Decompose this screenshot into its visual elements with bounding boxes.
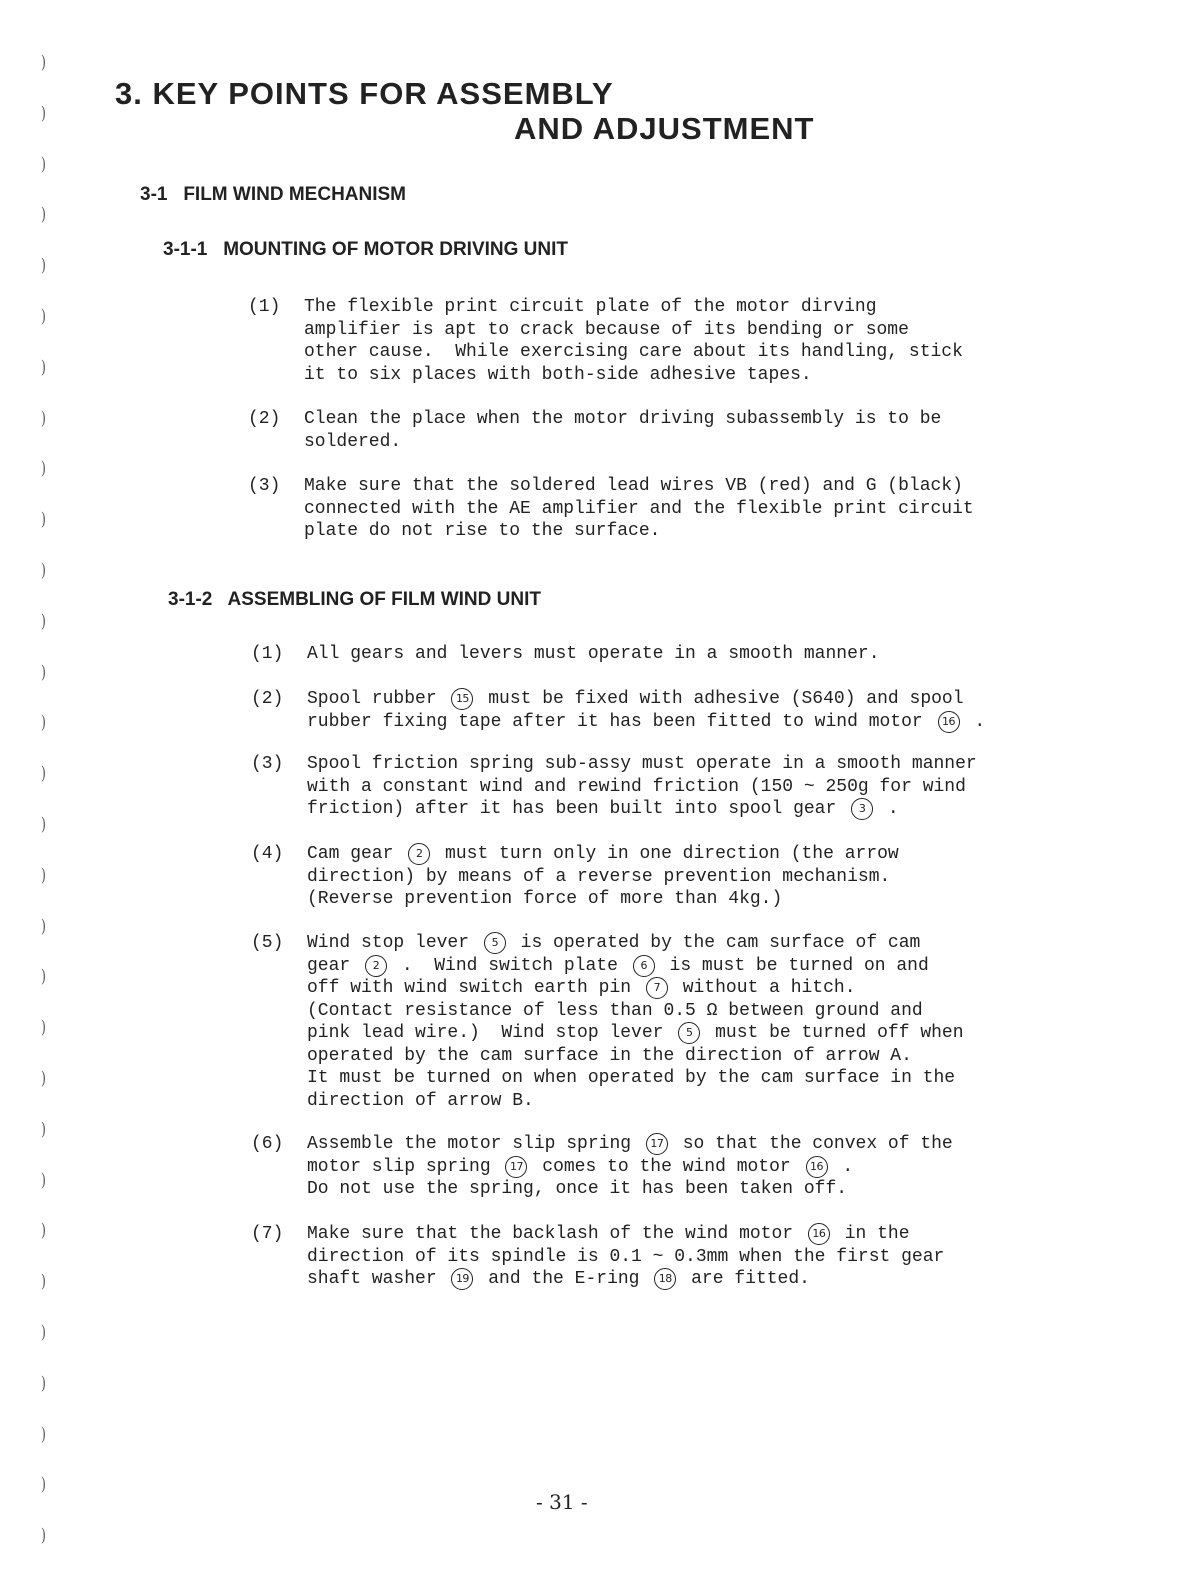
section-title: FILM WIND MECHANISM — [183, 184, 407, 205]
binding-mark: ) — [41, 356, 46, 378]
part-number-marker: 17 — [505, 1156, 527, 1178]
subsection-heading-3-1-1 — [163, 239, 568, 261]
list-text: Cam gear 2 must turn only in one direction (the arrow direction) by means of a reverse prevention mechanism. (Reverse prevention force of more than 4kg.) — [307, 844, 899, 909]
section-heading — [140, 184, 406, 206]
part-number-marker: 18 — [654, 1268, 676, 1290]
list-index: (1) — [248, 297, 281, 317]
list-index: (1) — [251, 644, 284, 664]
part-number-marker: 5 — [678, 1022, 700, 1044]
list-text: The flexible print circuit plate of the motor dirving amplifier is apt to crack because of its bending or some other cause. While exercising care about its handling, stick it to six places with both-side adhesive tapes. — [304, 297, 963, 385]
list-index: (3) — [248, 476, 281, 496]
binding-mark: ) — [41, 1474, 46, 1496]
binding-mark: ) — [41, 509, 46, 531]
list-item-2 — [248, 408, 941, 453]
list-item-3 — [248, 475, 974, 543]
binding-mark: ) — [41, 458, 46, 480]
binding-mark: ) — [41, 1118, 46, 1140]
part-number-marker: 17 — [646, 1133, 668, 1155]
list-text: Make sure that the backlash of the wind motor 16 in the direction of its spindle is 0.1 ~ 0.3mm when the first gear shaft washer 19 and the E-ring 18 are fitted. — [307, 1224, 945, 1289]
list-item-1 — [251, 643, 880, 666]
part-number-marker: 5 — [484, 932, 506, 954]
list-text: Make sure that the soldered lead wires VB (red) and G (black) connected with the AE amplifier and the flexible print circuit plate do not rise to the surface. — [304, 476, 974, 541]
list-item-2 — [251, 688, 985, 733]
binding-mark: ) — [41, 1322, 46, 1343]
list-index: (3) — [251, 754, 284, 774]
list-item-6 — [251, 1133, 953, 1201]
binding-mark: ) — [41, 610, 46, 632]
list-index: (4) — [251, 844, 284, 864]
binding-mark: ) — [41, 1017, 46, 1039]
list-index: (6) — [251, 1134, 284, 1154]
list-item-1 — [248, 296, 963, 386]
part-number-marker: 2 — [408, 843, 430, 865]
list-index: (5) — [251, 933, 284, 953]
binding-mark: ) — [41, 52, 46, 73]
list-text: Spool friction spring sub-assy must operate in a smooth manner with a constant wind and rewind friction (150 ~ 250g for wind friction) after it has been built into spool gear 3 . — [307, 754, 977, 819]
binding-mark: ) — [41, 966, 46, 988]
part-number-marker: 2 — [365, 955, 387, 977]
binding-mark: ) — [41, 864, 46, 886]
binding-mark: ) — [41, 763, 46, 785]
binding-mark: ) — [41, 1068, 46, 1089]
subsection-title: ASSEMBLING OF FILM WIND UNIT — [227, 589, 541, 610]
binding-mark: ) — [41, 712, 46, 734]
subsection-heading-3-1-2 — [168, 589, 541, 611]
subsection-title: MOUNTING OF MOTOR DRIVING UNIT — [223, 239, 569, 260]
list-text: Assemble the motor slip spring 17 so that the convex of the motor slip spring 17 comes to the wind motor 16 . Do not use the spring, once it has been taken off. — [307, 1134, 953, 1199]
chapter-title-line1: 3. KEY POINTS FOR ASSEMBLY — [115, 76, 614, 111]
list-index: (2) — [248, 409, 281, 429]
list-item-5 — [251, 932, 964, 1112]
list-item-7 — [251, 1223, 944, 1291]
list-text: Wind stop lever 5 is operated by the cam surface of cam gear 2 . Wind switch plate 6 is must be turned on and off with wind switch earth pin 7 without a hitch. (Contact resistance of less than 0.5 Ω between ground and pink lead wire.) Wind stop lever 5 must be turned off when operated by the cam surface in the direction of arrow A. It must be turned on when operated by the cam surface in the direction of arrow B. — [307, 933, 964, 1111]
binding-mark: ) — [41, 915, 46, 937]
list-item-4 — [251, 843, 899, 911]
binding-mark: ) — [41, 306, 46, 327]
subsection-number: 3-1-1 — [163, 239, 208, 260]
binding-mark: ) — [41, 1220, 46, 1242]
list-text: Spool rubber 15 must be fixed with adhesive (S640) and spool rubber fixing tape after it has been fitted to wind motor 16 . — [307, 689, 986, 732]
subsection-number: 3-1-2 — [168, 589, 213, 610]
binding-mark: ) — [41, 1169, 46, 1191]
binding-mark: ) — [41, 204, 46, 226]
list-index: (2) — [251, 689, 284, 709]
binding-mark: ) — [41, 814, 46, 835]
binding-mark: ) — [41, 1271, 46, 1293]
chapter-title-line2: AND ADJUSTMENT — [514, 111, 815, 146]
binding-mark: ) — [41, 255, 46, 277]
section-number: 3-1 — [140, 184, 168, 205]
list-text: Clean the place when the motor driving subassembly is to be soldered. — [304, 409, 942, 452]
part-number-marker: 6 — [633, 955, 655, 977]
binding-mark: ) — [41, 1372, 46, 1394]
list-item-3 — [251, 753, 977, 821]
part-number-marker: 16 — [808, 1223, 830, 1245]
part-number-marker: 15 — [451, 688, 473, 710]
binding-mark: ) — [41, 661, 46, 683]
binding-mark: ) — [41, 102, 46, 124]
part-number-marker: 16 — [806, 1156, 828, 1178]
binding-mark: ) — [41, 1525, 46, 1547]
binding-mark: ) — [41, 1423, 46, 1445]
part-number-marker: 16 — [938, 711, 960, 733]
part-number-marker: 3 — [851, 798, 873, 820]
binding-mark: ) — [41, 407, 46, 429]
list-index: (7) — [251, 1224, 284, 1244]
binding-mark: ) — [41, 560, 46, 581]
binding-holes-margin — [36, 0, 60, 1576]
list-text: All gears and levers must operate in a smooth manner. — [307, 644, 880, 664]
part-number-marker: 19 — [451, 1268, 473, 1290]
binding-mark: ) — [41, 153, 46, 175]
page-number: - 31 - — [536, 1490, 588, 1514]
part-number-marker: 7 — [646, 977, 668, 999]
